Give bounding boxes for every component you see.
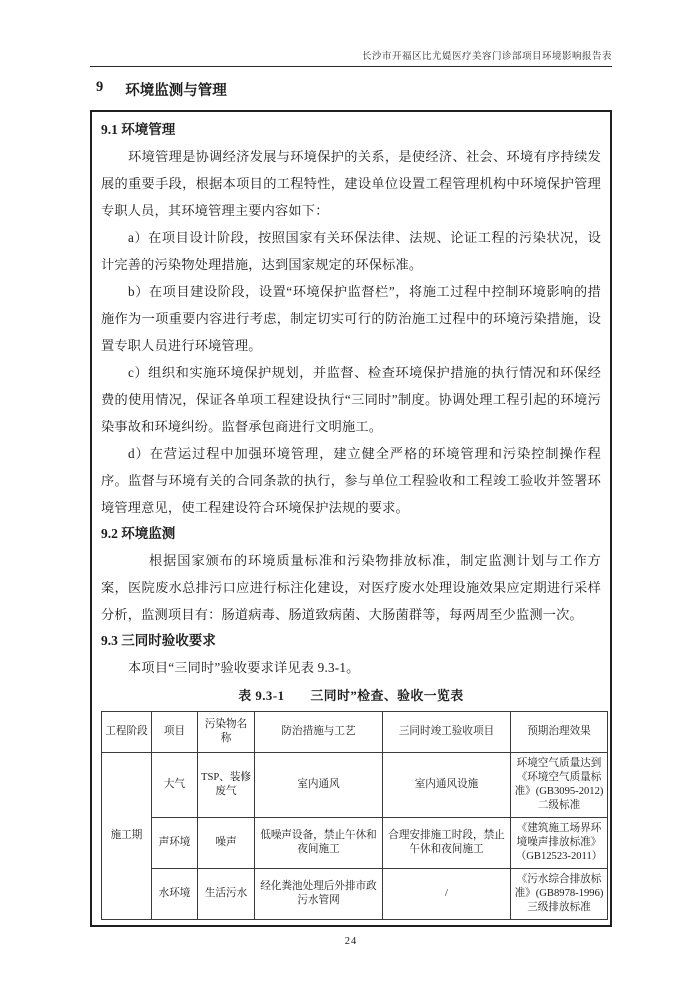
col-header-item: 项目 xyxy=(152,712,198,753)
col-header-stage: 工程阶段 xyxy=(102,712,152,753)
acceptance-cell: 合理安排施工时段，禁止午休和夜间施工 xyxy=(383,818,511,869)
col-header-measure: 防治措施与工艺 xyxy=(255,712,383,753)
paragraph-9-1-a: a）在项目设计阶段，按照国家有关环保法律、法规、论证工程的污染状况，设计完善的污染物处理措施，达到国家规定的环保标准。 xyxy=(101,230,601,272)
chapter-heading xyxy=(96,79,612,100)
col-header-effect: 预期治理效果 xyxy=(511,712,608,753)
section-heading-9-1: 9.1 环境管理 xyxy=(101,122,176,137)
table-row xyxy=(102,753,608,818)
effect-cell: 《建筑施工场界环境噪声排放标准》（GB12523-2011） xyxy=(511,818,608,869)
pollutant-cell: TSP、装修废气 xyxy=(198,753,255,818)
item-cell: 大气 xyxy=(152,753,198,818)
effect-cell: 《污水综合排放标准》(GB8978-1996)三级排放标准 xyxy=(511,869,608,920)
pollutant-cell: 生活污水 xyxy=(198,869,255,920)
table-title xyxy=(101,685,601,704)
col-header-pollutant: 污染物名称 xyxy=(198,712,255,753)
paragraph-9-1-c: c）组织和实施环境保护规划，并监督、检查环境保护措施的执行情况和环保经费的使用情况，保证各单项工程建设执行“三同时”制度。协调处理工程引起的环境污染事故和环境纠纷。监督承包商进行文明施工。 xyxy=(101,365,601,434)
measure-cell: 经化粪池处理后外排市政污水管网 xyxy=(255,869,383,920)
acceptance-cell: / xyxy=(383,869,511,920)
paragraph-9-3: 本项目“三同时”验收要求详见表 9.3-1。 xyxy=(128,660,360,675)
table-row xyxy=(102,818,608,869)
section-heading-9-3: 9.3 三同时验收要求 xyxy=(101,633,216,648)
chapter-number: 9 xyxy=(96,79,104,95)
item-cell: 声环境 xyxy=(152,818,198,869)
table-title-label: 表 9.3-1 xyxy=(238,689,285,703)
header-rule xyxy=(90,66,612,67)
measure-cell: 室内通风 xyxy=(255,753,383,818)
table-title-text: 三同时”检查、验收一览表 xyxy=(310,689,464,703)
table-row xyxy=(102,869,608,920)
chapter-title: 环境监测与管理 xyxy=(125,83,227,99)
running-header-title: 长沙市开福区比尤媞医疗美容门诊部项目环境影响报告表 xyxy=(361,52,612,62)
measure-cell: 低噪声设备，禁止午休和夜间施工 xyxy=(255,818,383,869)
section-heading-9-2: 9.2 环境监测 xyxy=(101,526,176,541)
stage-cell: 施工期 xyxy=(102,753,152,920)
paragraph-9-1-b: b）在项目建设阶段，设置“环境保护监督栏”，将施工过程中控制环境影响的措施作为一项重要内容进行考虑，制定切实可行的防治施工过程中的环境污染措施，设置专职人员进行环境管理。 xyxy=(101,284,601,353)
page-number: 24 xyxy=(344,936,358,947)
content-box xyxy=(90,110,612,927)
acceptance-table xyxy=(101,711,608,920)
pollutant-cell: 噪声 xyxy=(198,818,255,869)
item-cell: 水环境 xyxy=(152,869,198,920)
paragraph-9-1-d: d）在营运过程中加强环境管理，建立健全严格的环境管理和污染控制操作程序。监督与环境有关的合同条款的执行，参与单位工程验收和工程竣工验收并签署环境管理意见，使工程建设符合环境保护法规的要求。 xyxy=(101,446,601,515)
col-header-acceptance: 三同时竣工验收项目 xyxy=(383,712,511,753)
paragraph-9-2: 根据国家颁布的环境质量标准和污染物排放标准，制定监测计划与工作方案，医院废水总排污口应进行标注化建设，对医疗废水处理设施效果应定期进行采样分析，监测项目有：肠道病毒、肠道致病菌、大肠菌群等，每两周至少监测一次。 xyxy=(101,553,601,622)
table-header-row xyxy=(102,712,608,753)
acceptance-cell: 室内通风设施 xyxy=(383,753,511,818)
paragraph-9-1-intro: 环境管理是协调经济发展与环境保护的关系，是使经济、社会、环境有序持续发展的重要手段，根据本项目的工程特性，建设单位设置工程管理机构中环境保护管理专职人员，其环境管理主要内容如下： xyxy=(101,149,601,218)
effect-cell: 环境空气质量达到《环境空气质量标准》(GB3095-2012)二级标准 xyxy=(511,753,608,818)
